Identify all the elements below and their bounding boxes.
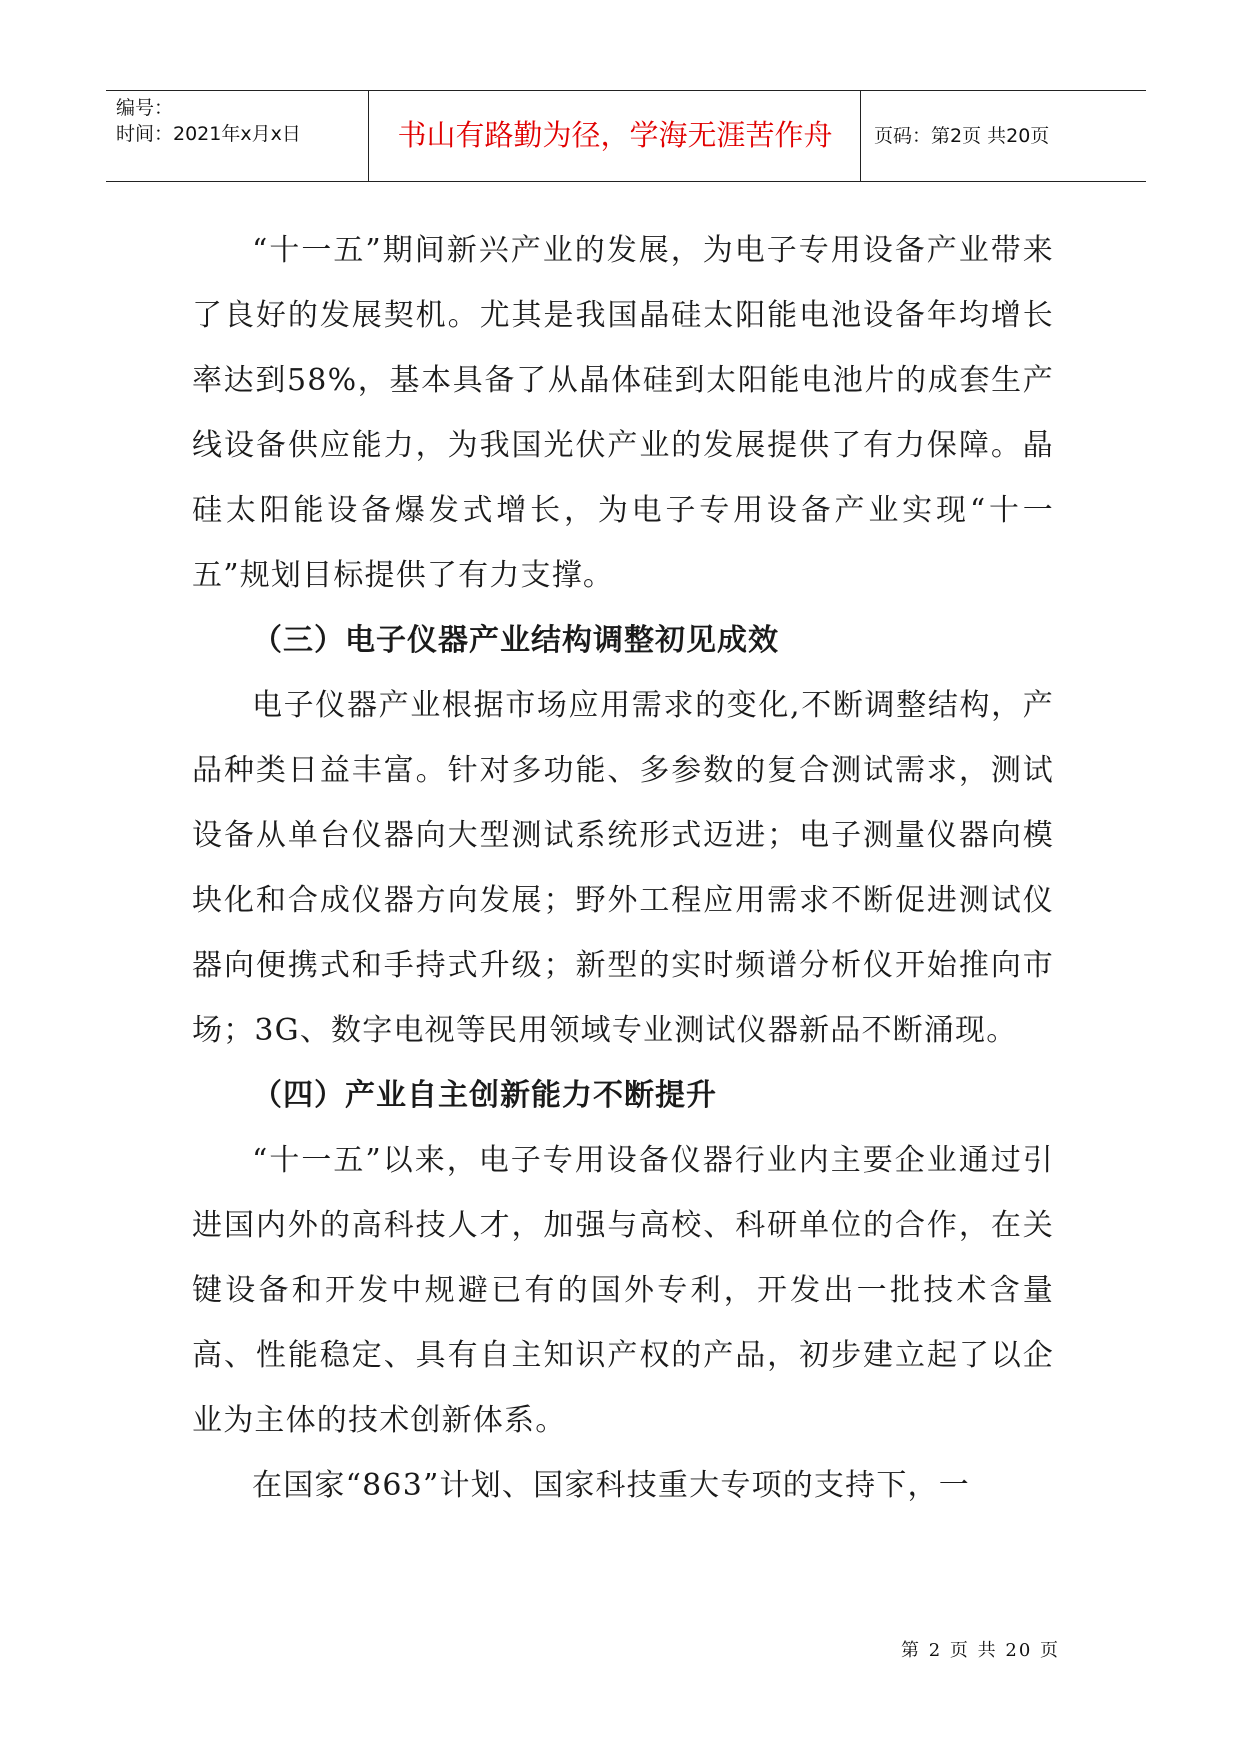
header-motto: 书山有路勤为径，学海无涯苦作舟: [397, 118, 833, 152]
paragraph-electronic-instruments: 电子仪器产业根据市场应用需求的变化,不断调整结构，产品种类日益丰富。针对多功能、多参数的复合测试需求，测试设备从单台仪器向大型测试系统形式迈进；电子测量仪器向模块化和合成仪器方向发展；野外工程应用需求不断促进测试仪器向便携式和手持式升级；新型的实时频谱分析仪开始推向市场；3G、数字电视等民用领域专业测试仪器新品不断涌现。: [192, 688, 1054, 1048]
page-header: [106, 90, 1146, 182]
header-page-info: 页码：第2页 共20页: [874, 125, 1050, 147]
page-footer: 第 2 页 共 20 页: [901, 1640, 1060, 1661]
document-body: [192, 218, 1054, 1518]
section-heading-three: （三）电子仪器产业结构调整初见成效: [252, 623, 779, 658]
serial-number-label: 编号：: [116, 97, 174, 119]
header-divider: [860, 91, 861, 181]
section-heading-four: （四）产业自主创新能力不断提升: [252, 1078, 717, 1113]
header-divider: [368, 91, 369, 181]
paragraph-innovation: “十一五”以来，电子专用设备仪器行业内主要企业通过引进国内外的高科技人才，加强与高校、科研单位的合作，在关键设备和开发中规避已有的国外专利，开发出一批技术含量高、性能稳定、具有自主知识产权的产品，初步建立起了以企业为主体的技术创新体系。: [192, 1143, 1054, 1438]
paragraph-emerging-industries: “十一五”期间新兴产业的发展，为电子专用设备产业带来了良好的发展契机。尤其是我国晶硅太阳能电池设备年均增长率达到58%，基本具备了从晶体硅到太阳能电池片的成套生产线设备供应能力，为我国光伏产业的发展提供了有力保障。晶硅太阳能设备爆发式增长，为电子专用设备产业实现“十一五”规划目标提供了有力支撑。: [192, 233, 1054, 593]
paragraph-national-programs: 在国家“863”计划、国家科技重大专项的支持下，一: [252, 1468, 970, 1503]
date-label: 时间：2021年x月x日: [116, 123, 301, 145]
